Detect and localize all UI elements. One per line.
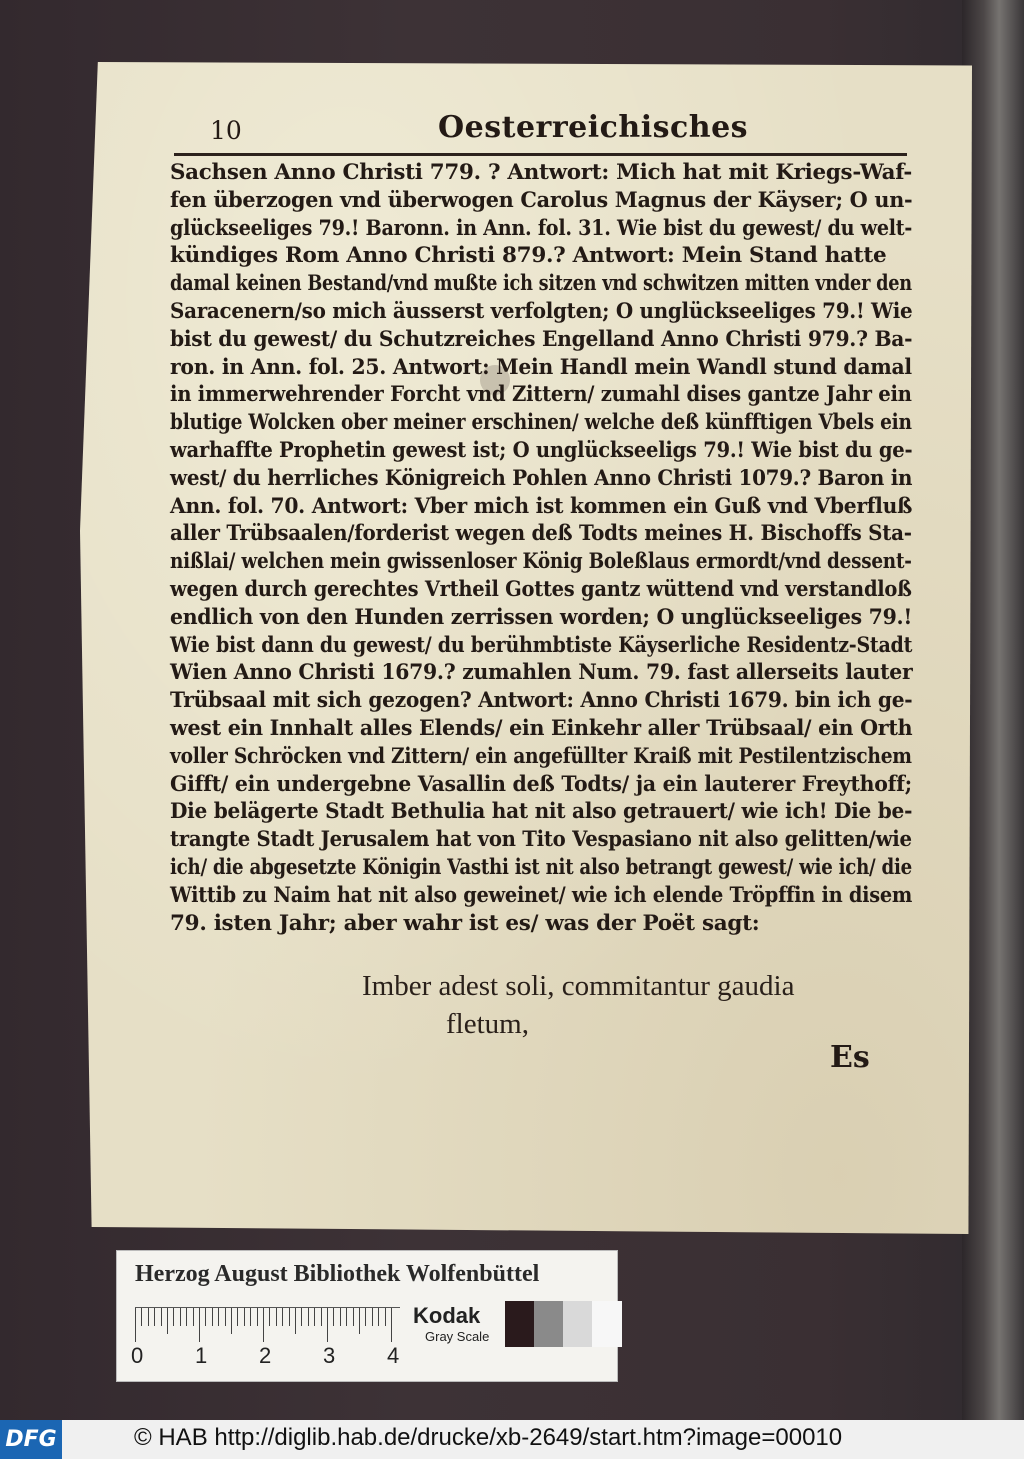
text-line: ron. in Ann. fol. 25. Antwort: Mein Handl mein Wandl stund damal — [170, 354, 912, 380]
text-line: in immerwehrender Forcht vnd Zittern/ zumahl dises gantze Jahr ein — [170, 382, 912, 408]
text-line: Saracenern/so mich äusserst verfolgten; O unglückseeliges 79.! Wie — [170, 298, 913, 324]
ruler-tick — [385, 1308, 386, 1326]
page-number: 10 — [210, 116, 242, 145]
text-line: west ein Innhalt alles Elends/ ein Einkehr aller Trübsaal/ ein Orth — [170, 715, 913, 741]
ruler-tick — [186, 1308, 187, 1326]
text-line: warhaffte Prophetin gewest ist; O unglückseeligs 79.! Wie bist du ge- — [170, 437, 913, 463]
ruler-tick — [295, 1308, 296, 1334]
text-line: endlich von den Hunden zerrissen worden; O unglückseeliges 79.! — [170, 604, 913, 630]
ruler-tick — [308, 1308, 309, 1326]
library-card — [116, 1250, 618, 1382]
ruler-tick — [173, 1308, 174, 1326]
ruler-tick — [218, 1308, 219, 1326]
gray-swatch — [592, 1301, 622, 1347]
footer-bar — [0, 1420, 1024, 1459]
ruler-tick — [148, 1308, 149, 1326]
ruler-tick — [205, 1308, 206, 1326]
text-line: aller Trübsaalen/forderist wegen deß Todts meines H. Bischoffs Sta- — [170, 521, 912, 547]
text-line: bist du gewest/ du Schutzreiches Engelland Anno Christi 979.? Ba- — [170, 326, 913, 352]
gray-swatch — [563, 1301, 593, 1347]
running-head: Oesterreichisches — [438, 110, 749, 145]
kodak-label: Kodak — [413, 1303, 481, 1328]
ruler-tick — [282, 1308, 283, 1326]
ruler-tick — [180, 1308, 181, 1326]
ruler-number: 3 — [323, 1343, 336, 1368]
copyright-link[interactable]: © HAB http://diglib.hab.de/drucke/xb-2649/start.htm?image=00010 — [134, 1424, 843, 1451]
text-line: Wittib zu Naim hat nit also geweinet/ wie ich elende Tröpffin in disem — [170, 882, 913, 908]
ruler-tick — [193, 1308, 194, 1326]
header-rule — [174, 153, 907, 156]
page-header — [120, 110, 910, 150]
library-name: Herzog August Bibliothek Wolfenbüttel — [135, 1261, 540, 1287]
ruler-number: 4 — [387, 1343, 400, 1368]
text-line: Wien Anno Christi 1679.? zumahlen Num. 79. fast allerseits lauter — [170, 660, 913, 686]
text-line: wegen durch gerechtes Vrtheil Gottes gantz wüttend vnd verstandloß — [170, 576, 912, 602]
text-line: Gifft/ ein undergebne Vasallin deß Todts/ ja ein lauterer Freythoff; — [170, 771, 912, 797]
text-line: fen überzogen vnd überwogen Carolus Magnus der Käyser; O un- — [170, 187, 913, 213]
ruler-tick — [161, 1308, 162, 1326]
ruler-tick — [391, 1308, 392, 1342]
ruler-tick — [225, 1308, 226, 1326]
ruler-tick — [250, 1308, 251, 1326]
text-line: trangte Stadt Jerusalem hat von Tito Vespasiano nit also gelitten/wie — [170, 827, 912, 853]
text-line: voller Schröcken vnd Zittern/ ein angefüllter Kraiß mit Pestilentzischem — [170, 743, 912, 769]
verse-line-2: fletum, — [446, 1008, 529, 1040]
ruler-tick — [257, 1308, 258, 1326]
gray-swatch — [505, 1301, 535, 1347]
ruler-tick — [244, 1308, 245, 1326]
ruler-tick — [314, 1308, 315, 1326]
ruler-tick — [263, 1308, 264, 1342]
text-line: nißlai/ welchen mein gwissenloser König Boleßlaus ermordt/vnd dessent- — [170, 549, 912, 575]
body-text — [170, 159, 912, 937]
ruler-tick — [378, 1308, 379, 1326]
ruler-tick — [301, 1308, 302, 1326]
ruler-tick — [340, 1308, 341, 1326]
text-line: 79. isten Jahr; aber wahr ist es/ was der Poët sagt: — [170, 910, 760, 936]
text-line: Die belägerte Stadt Bethulia hat nit also getrauert/ wie ich! Die be- — [170, 799, 913, 825]
text-line: Sachsen Anno Christi 779. ? Antwort: Mich hat mit Kriegs-Waf- — [170, 160, 913, 185]
ruler-tick — [346, 1308, 347, 1326]
ruler-tick — [269, 1308, 270, 1326]
text-line: kündiges Rom Anno Christi 879.? Antwort: Mein Stand hatte — [170, 243, 887, 269]
ruler-tick — [141, 1308, 142, 1326]
ruler-tick — [289, 1308, 290, 1326]
ruler-tick — [372, 1308, 373, 1326]
ruler-number: 2 — [259, 1343, 272, 1368]
ruler-tick — [321, 1308, 322, 1326]
ruler-tick — [231, 1308, 232, 1334]
catchword: Es — [830, 1040, 870, 1075]
dfg-logo[interactable]: DFG — [0, 1420, 62, 1459]
gray-swatch — [534, 1301, 564, 1347]
text-line: ich/ die abgesetzte Königin Vasthi ist nit also betrangt gewest/ wie ich/ die — [170, 854, 912, 880]
text-line: Wie bist dann du gewest/ du berühmbtiste Käyserliche Residentz-Stadt — [170, 632, 913, 658]
ruler-tick — [365, 1308, 366, 1326]
text-line: Ann. fol. 70. Antwort: Vber mich ist kommen ein Guß vnd Vberfluß — [170, 493, 913, 519]
ruler-tick — [353, 1308, 354, 1326]
ruler-tick — [135, 1308, 136, 1342]
ruler-tick — [276, 1308, 277, 1326]
ruler-tick — [154, 1308, 155, 1326]
text-line: west/ du herrliches Königreich Pohlen Anno Christi 1079.? Baron in — [170, 465, 913, 491]
text-line: damal keinen Bestand/vnd mußte ich sitzen vnd schwitzen mitten vnder den — [170, 271, 912, 297]
ruler-tick — [199, 1308, 200, 1342]
scale-ruler — [135, 1307, 400, 1348]
text-line: Trübsaal mit sich gezogen? Antwort: Anno Christi 1679. bin ich ge- — [170, 688, 913, 714]
text-line: glückseeliges 79.! Baronn. in Ann. fol. 31. Wie bist du gewest/ du welt- — [170, 215, 913, 241]
text-line: blutige Wolcken ober meiner erschinen/ welche deß künfftigen Vbels ein — [170, 410, 912, 436]
ruler-number: 0 — [131, 1343, 144, 1368]
ruler-tick — [359, 1308, 360, 1334]
verse-line-1: Imber adest soli, commitantur gaudia — [362, 970, 795, 1002]
ruler-tick — [333, 1308, 334, 1326]
gray-scale-label: Gray Scale — [425, 1329, 490, 1344]
ruler-tick — [237, 1308, 238, 1326]
ruler-tick — [212, 1308, 213, 1326]
ruler-number: 1 — [195, 1343, 208, 1368]
ruler-tick — [327, 1308, 328, 1342]
ruler-tick — [167, 1308, 168, 1334]
